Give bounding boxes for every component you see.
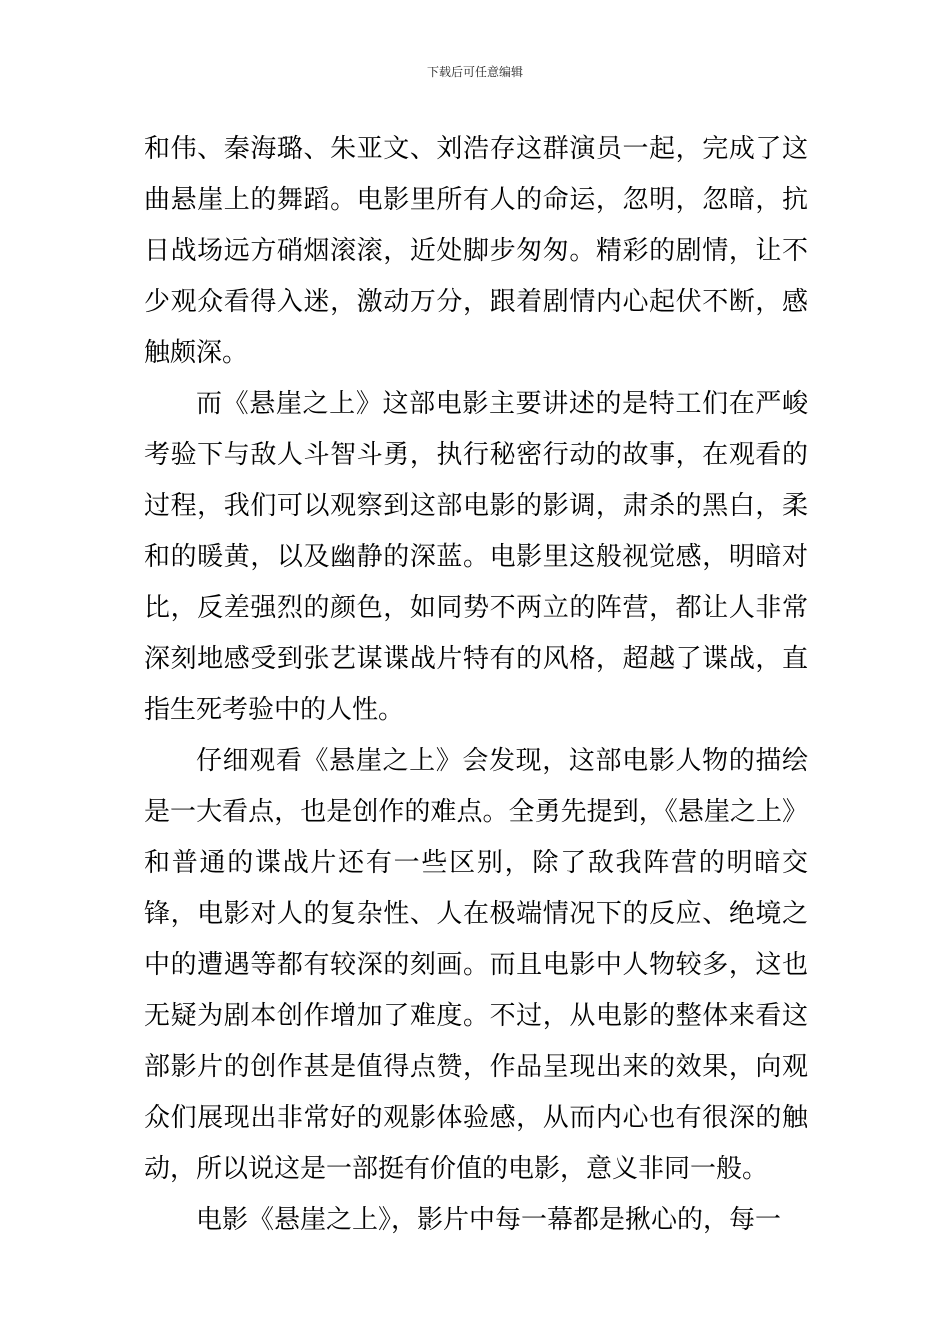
- document-body: [144, 124, 808, 1246]
- paragraph-4: 电影《悬崖之上》，影片中每一幕都是揪心的，每一: [196, 1205, 782, 1235]
- paragraph-2: 而《悬崖之上》这部电影主要讲述的是特工们在严峻考验下与敌人斗智斗勇，执行秘密行动的故事，在观看的过程，我们可以观察到这部电影的影调，肃杀的黑白，柔和的暖黄，以及幽静的深蓝。电影里这般视觉感，明暗对比，反差强烈的颜色，如同势不两立的阵营，都让人非常深刻地感受到张艺谋谍战片特有的风格，超越了谍战，直指生死考验中的人性。: [144, 389, 808, 725]
- paragraph-3: 仔细观看《悬崖之上》会发现，这部电影人物的描绘是一大看点，也是创作的难点。全勇先提到，《悬崖之上》和普通的谍战片还有一些区别，除了敌我阵营的明暗交锋，电影对人的复杂性、人在极端情况下的反应、绝境之中的遭遇等都有较深的刻画。而且电影中人物较多，这也无疑为剧本创作增加了难度。不过，从电影的整体来看这部影片的创作甚是值得点赞，作品呈现出来的效果，向观众们展现出非常好的观影体验感，从而内心也有很深的触动，所以说这是一部挺有价值的电影，意义非同一般。: [144, 746, 808, 1184]
- page-header: 下载后可任意编辑: [426, 65, 523, 79]
- paragraph-1: 和伟、秦海璐、朱亚文、刘浩存这群演员一起，完成了这曲悬崖上的舞蹈。电影里所有人的命运，忽明，忽暗，抗日战场远方硝烟滚滚，近处脚步匆匆。精彩的剧情，让不少观众看得入迷，激动万分，跟着剧情内心起伏不断，感触颇深。: [144, 134, 808, 368]
